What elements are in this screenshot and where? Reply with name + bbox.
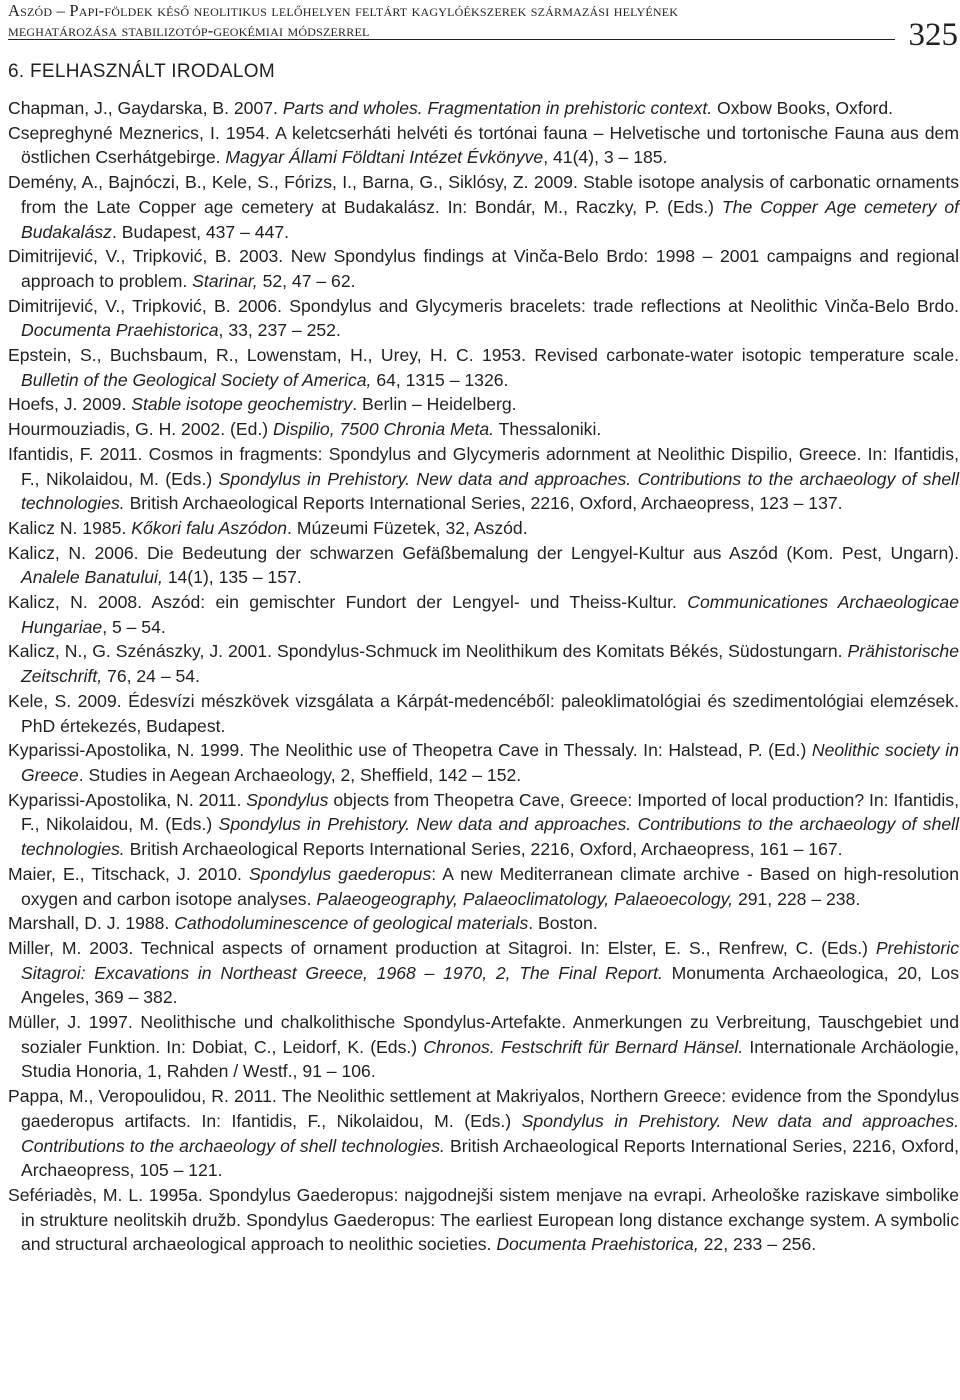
- reference-entry: [8, 121, 959, 170]
- reference-text: Demény, A., Bajnóczi, B., Kele, S., Fórizs, I., Barna, G., Siklósy, Z. 2009. Stable isotope analysis of carbonatic ornaments from the Late Copper age cemetery at Budakalász. In: Bondár, M., Raczky, P. (Eds.): [8, 172, 959, 217]
- reference-italic-text: Spondylus in Prehistory. New data and approaches. Contributions to the archaeology of shell technologies.: [21, 814, 959, 860]
- reference-entry: [8, 417, 959, 442]
- reference-italic-text: Stable isotope geochemistry: [131, 394, 353, 415]
- reference-text: Monumenta Archaeologica, 20, Los Angeles, 369 – 382.: [21, 962, 960, 1008]
- reference-text: Hourmouziadis, G. H. 2002. (Ed.): [8, 419, 273, 440]
- reference-italic-text: Spondylus in Prehistory. New data and approaches. Contributions to the archaeology of shell technologies.: [21, 468, 959, 514]
- reference-text: Oxbow Books, Oxford.: [712, 98, 894, 118]
- reference-text: Sefériadès, M. L. 1995a. Spondylus Gaederopus: najgodnejši sistem menjave na evrapi. Arheološke raziskave simbolike in strukture neolitskih družb. Spondylus Gaederopus: The earliest European long distance exchange system. A symbolic and structural archaeological approach to neolithic societies.: [8, 1184, 959, 1255]
- reference-entry: [8, 911, 959, 936]
- reference-italic-text: Prähistorische Zeitschrift,: [21, 641, 959, 687]
- reference-text: Dimitrijević, V., Tripković, B. 2003. New Spondylus findings at Vinča-Belo Brdo: 1998 – 2001 campaigns and regional approach to problem.: [8, 246, 959, 291]
- reference-italic-text: Spondylus: [246, 789, 329, 810]
- reference-entry: [8, 788, 959, 862]
- reference-text: Pappa, M., Veropoulidou, R. 2011. The Neolithic settlement at Makriyalos, Northern Greece: evidence from the Spondylus gaederopus artifacts. In: Ifantidis, F., Nikolaidou, M. (Eds.): [8, 1086, 959, 1131]
- reference-entry: [8, 343, 959, 392]
- reference-italic-text: Magyar Állami Földtani Intézet Évkönyve: [225, 147, 544, 168]
- reference-text: Miller, M. 2003. Technical aspects of ornament production at Sitagroi. In: Elster, E. S., Renfrew, C. (Eds.): [8, 937, 876, 958]
- reference-entry: [8, 1084, 959, 1183]
- reference-text: objects from Theopetra Cave, Greece: Imported of local production? In: Ifantidis, F., Nikolaidou, M. (Eds.): [21, 789, 959, 835]
- reference-text: . Budapest, 437 – 447.: [111, 221, 290, 242]
- reference-entry: [8, 590, 959, 639]
- reference-text: Epstein, S., Buchsbaum, R., Lowenstam, H., Urey, H. C. 1953. Revised carbonate-water isotopic temperature scale.: [8, 345, 959, 366]
- reference-text: British Archaeological Reports International Series, 2216, Oxford, Archaeopress, 123 – 137.: [124, 493, 843, 514]
- reference-text: , 41(4), 3 – 185.: [543, 147, 668, 168]
- reference-entry: [8, 862, 959, 911]
- header-rule: [8, 39, 895, 40]
- reference-italic-text: Documenta Praehistorica,: [496, 1234, 699, 1255]
- reference-italic-text: Dispilio, 7500 Chronia Meta.: [273, 419, 495, 440]
- running-header: [8, 0, 960, 53]
- reference-text: 76, 24 – 54.: [102, 666, 200, 687]
- reference-entry: [8, 96, 959, 121]
- reference-entry: [8, 738, 959, 787]
- reference-text: Marshall, D. J. 1988.: [8, 913, 175, 934]
- reference-text: 64, 1315 – 1326.: [371, 369, 509, 390]
- section-title: 6. FELHASZNÁLT IRODALOM: [8, 61, 275, 82]
- reference-text: 14(1), 135 – 157.: [162, 567, 302, 588]
- reference-text: Csepreghyné Meznerics, I. 1954. A keletcserháti helvéti és tortónai fauna – Helvetische und tortonische Fauna aus dem östlichen Cserhátgebirge.: [8, 122, 959, 168]
- reference-text: Kalicz, N. 2006. Die Bedeutung der schwarzen Gefäßbemalung der Lengyel-Kultur aus Aszód (Kom. Pest, Ungarn).: [8, 542, 959, 563]
- page-number: 325: [908, 17, 958, 53]
- reference-text: Chapman, J., Gaydarska, B. 2007.: [8, 98, 283, 118]
- reference-entry: [8, 689, 959, 738]
- running-title-line-2: meghatározása stabilizotóp-geokémiai módszerrel: [8, 21, 370, 40]
- reference-italic-text: Parts and wholes. Fragmentation in prehistoric context.: [282, 98, 713, 118]
- reference-text: 291, 228 – 238.: [733, 888, 861, 909]
- reference-italic-text: Cathodoluminescence of geological materials: [174, 913, 529, 934]
- reference-text: Thessaloniki.: [494, 419, 602, 440]
- reference-list: [8, 96, 959, 1257]
- reference-italic-text: Analele Banatului,: [21, 567, 163, 588]
- reference-text: . Berlin – Heidelberg.: [352, 394, 517, 415]
- reference-entry: [8, 294, 959, 343]
- reference-italic-text: Kőkori falu Aszódon: [131, 517, 288, 538]
- reference-text: Kalicz, N. 2008. Aszód: ein gemischter Fundort der Lengyel- und Theiss-Kultur.: [8, 592, 688, 613]
- reference-entry: [8, 442, 959, 516]
- reference-entry: [8, 170, 959, 244]
- reference-text: Kalicz, N., G. Szénászky, J. 2001. Spondylus-Schmuck im Neolithikum des Komitats Békés, Südostungarn.: [8, 641, 848, 662]
- reference-text: Kalicz N. 1985.: [8, 517, 132, 538]
- reference-entry: [8, 392, 959, 417]
- reference-text: Kyparissi-Apostolika, N. 2011.: [8, 789, 247, 810]
- reference-italic-text: Neolithic society in Greece: [21, 740, 959, 785]
- reference-italic-text: Chronos. Festschrift für Bernard Hänsel.: [423, 1036, 744, 1057]
- reference-entry: [8, 639, 959, 688]
- reference-text: Dimitrijević, V., Tripković, B. 2006. Spondylus and Glycymeris bracelets: trade reflections at Neolithic Vinča-Belo Brdo.: [8, 295, 959, 316]
- reference-entry: [8, 1183, 959, 1257]
- reference-italic-text: Starinar,: [192, 270, 258, 291]
- reference-text: Ifantidis, F. 2011. Cosmos in fragments: Spondylus and Glycymeris adornment at Neolithic Dispilio, Greece. In: Ifantidis, F., Nikolaidou, M. (Eds.): [8, 443, 959, 489]
- reference-italic-text: Communicationes Archaeologicae Hungariae: [21, 592, 959, 637]
- reference-text: Müller, J. 1997. Neolithische und chalkolithische Spondylus-Artefakte. Anmerkungen zu Verbreitung, Tauschgebiet und sozialer Funktion. In: Dobiat, C., Leidorf, K. (Eds.): [8, 1012, 959, 1057]
- reference-italic-text: Spondylus in Prehistory. New data and approaches. Contributions to the archaeology of shell technologies.: [21, 1110, 959, 1156]
- reference-entry: [8, 244, 959, 293]
- reference-text: Kyparissi-Apostolika, N. 1999. The Neolithic use of Theopetra Cave in Thessaly. In: Halstead, P. (Ed.): [8, 740, 812, 761]
- reference-text: . Múzeumi Füzetek, 32, Aszód.: [287, 517, 528, 538]
- reference-text: British Archaeological Reports International Series, 2216, Oxford, Archaeopress, 105 – 121.: [21, 1135, 959, 1181]
- reference-text: . Studies in Aegean Archaeology, 2, Sheffield, 142 – 152.: [78, 764, 522, 785]
- reference-italic-text: Documenta Praehistorica: [21, 320, 219, 341]
- reference-text: : A new Mediterranean climate archive - Based on high-resolution oxygen and carbon isotope analyses.: [21, 863, 959, 909]
- reference-entry: [8, 541, 959, 590]
- reference-italic-text: The Copper Age cemetery of Budakalász: [21, 196, 960, 242]
- reference-text: Hoefs, J. 2009.: [8, 394, 132, 415]
- reference-italic-text: Spondylus gaederopus: [249, 863, 432, 884]
- reference-entry: [8, 936, 959, 1010]
- reference-text: British Archaeological Reports International Series, 2216, Oxford, Archaeopress, 161 – 167.: [124, 839, 843, 860]
- reference-text: , 5 – 54.: [102, 616, 166, 637]
- reference-text: . Boston.: [528, 913, 598, 934]
- reference-text: 22, 233 – 256.: [698, 1234, 817, 1255]
- reference-text: , 33, 237 – 252.: [218, 320, 341, 341]
- reference-text: Maier, E., Titschack, J. 2010.: [8, 863, 250, 884]
- running-title: [8, 1, 888, 41]
- reference-entry: [8, 1010, 959, 1084]
- reference-italic-text: Bulletin of the Geological Society of America,: [21, 369, 372, 390]
- running-title-line-1: Aszód – Papi-földek késő neolitikus lelőhelyen feltárt kagylóékszerek származási helyének: [8, 1, 679, 20]
- reference-text: 52, 47 – 62.: [257, 270, 356, 291]
- reference-text: Kele, S. 2009. Édesvízi mészkövek vizsgálata a Kárpát-medencéből: paleoklimatológiai és szedimentológiai elemzések. PhD értekezés, Budapest.: [8, 690, 959, 736]
- reference-italic-text: Palaeogeography, Palaeoclimatology, Palaeoecology,: [316, 888, 734, 909]
- reference-italic-text: Prehistoric Sitagroi: Excavations in Northeast Greece, 1968 – 1970, 2, The Final Report.: [21, 937, 959, 983]
- reference-entry: [8, 516, 959, 541]
- reference-text: Internationale Archäologie, Studia Honoria, 1, Rahden / Westf., 91 – 106.: [21, 1036, 960, 1082]
